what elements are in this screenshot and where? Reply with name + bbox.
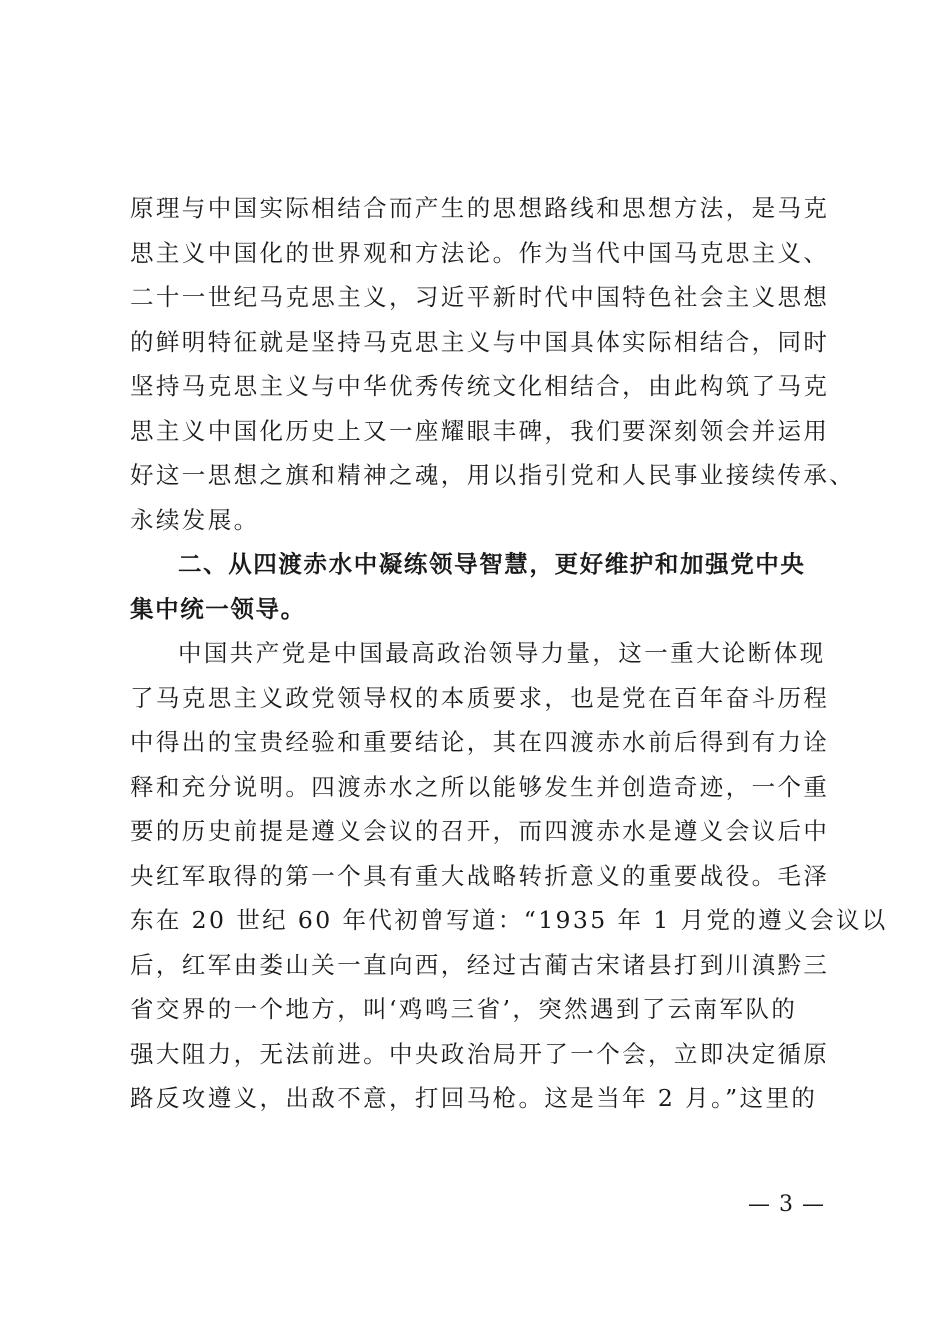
paragraph-1 <box>130 186 856 542</box>
heading-line: 集中统一领导。 <box>130 594 306 623</box>
text-line: 省交界的一个地方，叫‘鸡鸣三省’，突然遇到了云南军队的 <box>130 995 798 1023</box>
text-line: 的鲜明特征就是坚持马克思主义与中国具体实际相结合，同时 <box>130 327 830 356</box>
page-number: — 3 — <box>748 1192 825 1217</box>
text-line: 要的历史前提是遵义会议的召开，而四渡赤水是遵义会议后中 <box>130 817 830 845</box>
text-line: 思主义中国化历史上又一座耀眼丰碑，我们要深刻领会并运用 <box>130 416 830 445</box>
text-line: 中国共产党是中国最高政治领导力量，这一重大论断体现 <box>178 639 826 667</box>
text-line: 央红军取得的第一个具有重大战略转折意义的重要战役。毛泽 <box>130 861 830 890</box>
text-line: 路反攻遵义，出敌不意，打回马枪。这是当年 2 月。”这里的 <box>130 1084 818 1112</box>
document-body <box>130 186 888 1121</box>
text-line: 永续发展。 <box>130 505 260 534</box>
text-line: 思主义中国化的世界观和方法论。作为当代中国马克思主义、 <box>130 238 830 267</box>
text-line: 好这一思想之旗和精神之魂，用以指引党和人民事业接续传承、 <box>130 461 856 489</box>
text-line: 东在 20 世纪 60 年代初曾写道：“1935 年 1 月党的遵义会议以 <box>130 906 888 934</box>
text-line: 了马克思主义政党领导权的本质要求，也是党在百年奋斗历程 <box>130 683 830 712</box>
text-line: 后，红军由娄山关一直向西，经过古蔺古宋诸县打到川滇黔三 <box>130 950 830 979</box>
text-line: 原理与中国实际相结合而产生的思想路线和思想方法，是马克 <box>130 194 830 222</box>
section-heading <box>130 542 850 631</box>
paragraph-2 <box>130 631 888 1121</box>
text-line: 强大阻力，无法前进。中央政治局开了一个会，立即决定循原 <box>130 1039 830 1068</box>
text-line: 释和充分说明。四渡赤水之所以能够发生并创造奇迹，一个重 <box>130 772 830 801</box>
heading-line: 二、从四渡赤水中凝练领导智慧，更好维护和加强党中央 <box>178 550 806 578</box>
text-line: 中得出的宝贵经验和重要结论，其在四渡赤水前后得到有力诠 <box>130 728 830 756</box>
text-line: 二十一世纪马克思主义，习近平新时代中国特色社会主义思想 <box>130 283 830 311</box>
text-line: 坚持马克思主义与中华优秀传统文化相结合，由此构筑了马克 <box>130 372 830 400</box>
